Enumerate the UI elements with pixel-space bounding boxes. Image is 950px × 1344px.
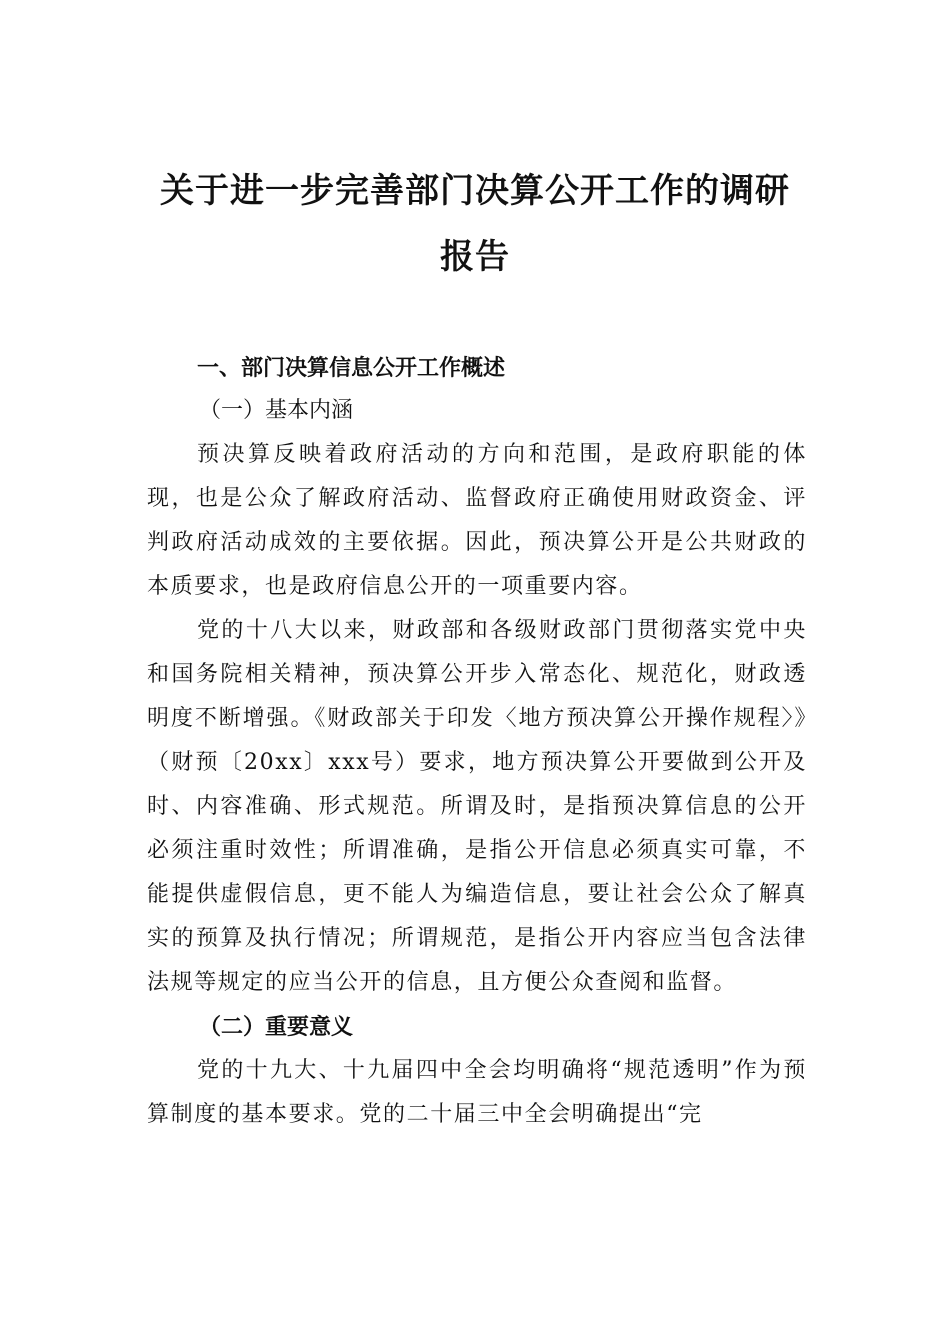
paragraph-1: 预决算反映着政府活动的方向和范围，是政府职能的体现，也是公众了解政府活动、监督政府正确使用财政资金、评判政府活动成效的主要依据。因此，预决算公开是公共财政的本质要求，也是政府信息公开的一项重要内容。: [147, 442, 807, 599]
title-line-2: 报告: [440, 237, 510, 277]
paragraph-2: 党的十八大以来，财政部和各级财政部门贯彻落实党中央和国务院相关精神，预决算公开步入常态化、规范化，财政透明度不断增强。《财政部关于印发〈地方预决算公开操作规程〉》（财预〔20xx〕xxx号）要求，地方预决算公开要做到公开及时、内容准确、形式规范。所谓及时，是指预决算信息的公开必须注重时效性；所谓准确，是指公开信息必须真实可靠，不能提供虚假信息，更不能人为编造信息，要让社会公众了解真实的预算及执行情况；所谓规范，是指公开内容应当包含法律法规等规定的应当公开的信息，且方便公众查阅和监督。: [147, 618, 807, 995]
document-title: [140, 158, 810, 290]
title-line-1: 关于进一步完善部门决算公开工作的调研: [160, 171, 790, 211]
document-body: [147, 349, 807, 1137]
subsection-heading-2: （二）重要意义: [199, 1014, 354, 1040]
subsection-heading-1: （一）基本内涵: [199, 398, 354, 423]
section-heading-1: 一、部门决算信息公开工作概述: [197, 356, 506, 381]
paragraph-3: 党的十九大、十九届四中全会均明确将“规范透明”作为预算制度的基本要求。党的二十届三中全会明确提出“完: [147, 1058, 807, 1127]
